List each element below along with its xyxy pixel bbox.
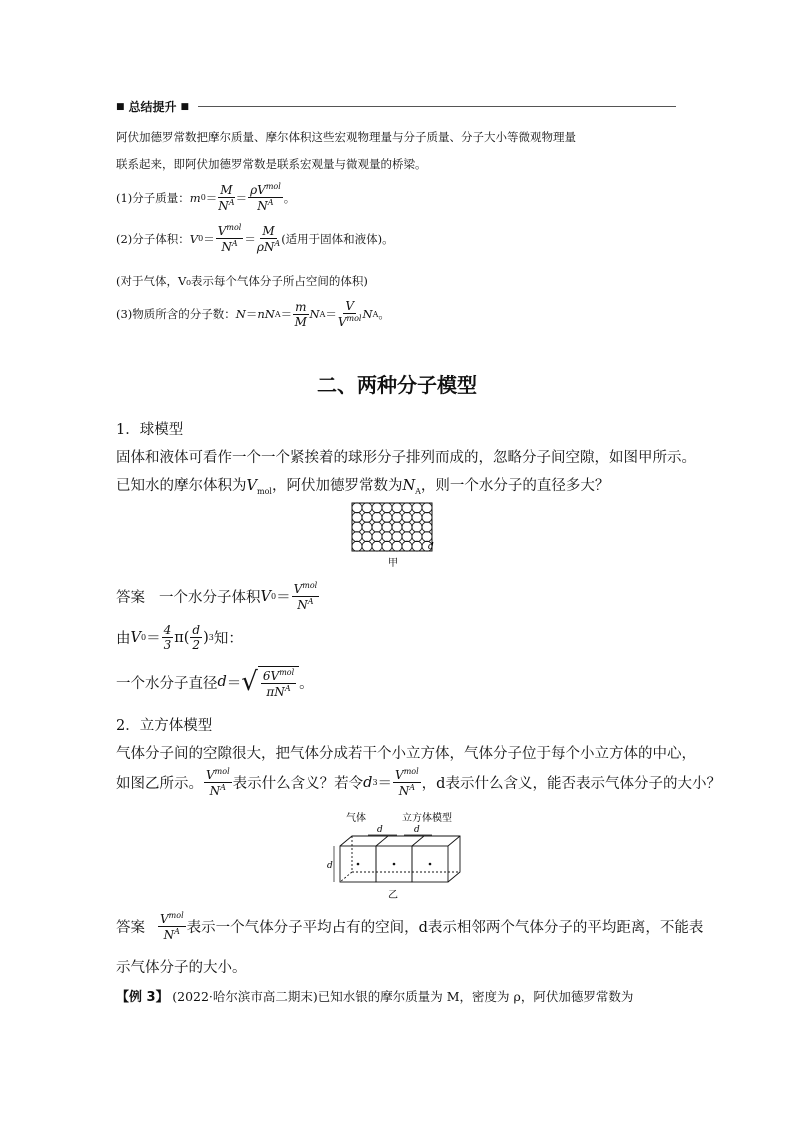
molecule-sphere xyxy=(382,522,392,532)
molecule-sphere xyxy=(352,512,362,522)
cube-model-line1: 气体分子间的空隙很大，把气体分成若干个小立方体，气体分子位于每个小立方体的中心， xyxy=(116,746,696,762)
example-3: 【例 3】 (2022·哈尔滨市高二期末)已知水银的摩尔质量为 M，密度为 ρ，阿伏加德罗常数为 xyxy=(116,989,634,1005)
molecule-sphere xyxy=(422,512,432,522)
molecule-sphere xyxy=(402,522,412,532)
molecule-sphere xyxy=(402,532,412,542)
spacing-label: d xyxy=(377,825,383,835)
molecule-sphere xyxy=(352,541,362,551)
formula-molecular-mass: (1)分子质量： m 0 ＝ $\frac{M}{N^A}$ ＝ $\frac{\rho V^{mol}}{N^A}$ 。 xyxy=(116,182,296,213)
cube-model-figure xyxy=(322,808,472,902)
sphere-answer-line: 答案 一个水分子体积 V 0 ＝ $\frac{V^{mol}}{N^A}$ xyxy=(116,581,318,612)
formula-molecule-count: (3)物质所含的分子数： N ＝ n N A ＝ $\frac{m}{M}$ N A ＝ $\frac{V}{V^{mol}}$ N A 。 xyxy=(116,299,390,329)
header-divider xyxy=(198,106,676,107)
molecule-sphere xyxy=(382,541,392,551)
summary-intro-line2: 联系起来，即阿伏加德罗常数是联系宏观量与微观量的桥梁。 xyxy=(116,157,427,171)
sphere-diameter-formula: 一个水分子直径 d ＝ √ $\frac{6V^{mol}}{\pi N^A}$ 。 xyxy=(116,667,314,699)
molecule-sphere xyxy=(372,503,382,513)
sphere-grid-figure xyxy=(348,500,448,570)
molecule-sphere xyxy=(352,503,362,513)
summary-intro-line1: 阿伏加德罗常数把摩尔质量、摩尔体积这些宏观物理量与分子质量、分子大小等微观物理量 xyxy=(116,130,576,144)
molecule-sphere xyxy=(362,503,372,513)
molecule-sphere xyxy=(402,503,412,513)
gas-volume-note: (对于气体，V₀表示每个气体分子所占空间的体积) xyxy=(116,274,368,288)
figure-label-jia: 甲 xyxy=(388,558,398,569)
molecule-sphere xyxy=(372,532,382,542)
section-title: 二、两种分子模型 xyxy=(317,373,477,397)
diameter-label: d xyxy=(428,542,434,552)
molecule-sphere xyxy=(402,512,412,522)
molecule-sphere xyxy=(392,541,402,551)
formula-molecular-volume: (2)分子体积： V 0 ＝ $\frac{V^{mol}}{N^A}$ ＝ $\frac{M}{\rho N^A}$ (适用于固体和液体)。 xyxy=(116,223,394,254)
molecule-sphere xyxy=(402,541,412,551)
molecule-sphere xyxy=(382,503,392,513)
cube-model-label: 立方体模型 xyxy=(402,813,452,824)
cube-answer-line1: 答案 $\frac{V^{mol}}{N^A}$ 表示一个气体分子平均占有的空间，d表示相邻两个气体分子的平均距离，不能表 xyxy=(116,911,704,942)
summary-header xyxy=(116,98,189,115)
example-label: 【例 3】 xyxy=(116,990,169,1005)
molecule-sphere xyxy=(372,541,382,551)
gas-label: 气体 xyxy=(346,813,366,824)
sphere-model-heading: 1．球模型 xyxy=(116,422,184,438)
molecule-sphere xyxy=(392,522,402,532)
sphere-model-line1: 固体和液体可看作一个一个紧挨着的球形分子排列而成的，忽略分子间空隙，如图甲所示。 xyxy=(116,450,696,466)
molecule-sphere xyxy=(372,512,382,522)
molecule-sphere xyxy=(412,532,422,542)
cube-model-heading: 2．立方体模型 xyxy=(116,718,213,734)
cube-answer-line2: 示气体分子的大小。 xyxy=(116,960,247,976)
square-marker-icon: ■ xyxy=(116,101,125,112)
spacing-label: d xyxy=(414,825,420,835)
molecule-sphere xyxy=(372,522,382,532)
molecule-sphere xyxy=(412,541,422,551)
molecule-sphere xyxy=(352,532,362,542)
molecule-sphere xyxy=(362,512,372,522)
molecule-sphere xyxy=(412,503,422,513)
molecule-sphere xyxy=(412,522,422,532)
molecule-sphere xyxy=(422,503,432,513)
molecule-sphere xyxy=(392,503,402,513)
molecule-sphere xyxy=(382,532,392,542)
molecule-sphere xyxy=(392,512,402,522)
cube-model-line2: 如图乙所示。 $\frac{V^{mol}}{N^A}$ 表示什么含义？若令 d 3 ＝ $\frac{V^{mol}}{N^A}$ ，d表示什么含义，能否表示气体分子的大小？ xyxy=(116,767,721,798)
molecule-sphere xyxy=(352,522,362,532)
figure-label-yi: 乙 xyxy=(388,890,398,901)
sphere-volume-formula: 由 V 0 ＝ $\frac{4}{3}$ π( $\frac{d}{2}$ ) 3 知： xyxy=(116,623,243,652)
summary-title: 总结提升 xyxy=(128,100,177,114)
molecule-sphere xyxy=(362,532,372,542)
molecule-sphere xyxy=(382,512,392,522)
molecule-sphere xyxy=(412,512,422,522)
molecule-sphere xyxy=(362,541,372,551)
molecule-sphere xyxy=(422,532,432,542)
molecule-sphere xyxy=(392,532,402,542)
edge-length-label: d xyxy=(327,861,333,871)
molecule-sphere xyxy=(422,522,432,532)
square-marker-icon: ■ xyxy=(180,101,190,112)
sphere-model-line2: 已知水的摩尔体积为$V_{mol}$，阿伏加德罗常数为$N_A$，则一个水分子的直径多大？ xyxy=(116,478,610,496)
molecule-sphere xyxy=(362,522,372,532)
